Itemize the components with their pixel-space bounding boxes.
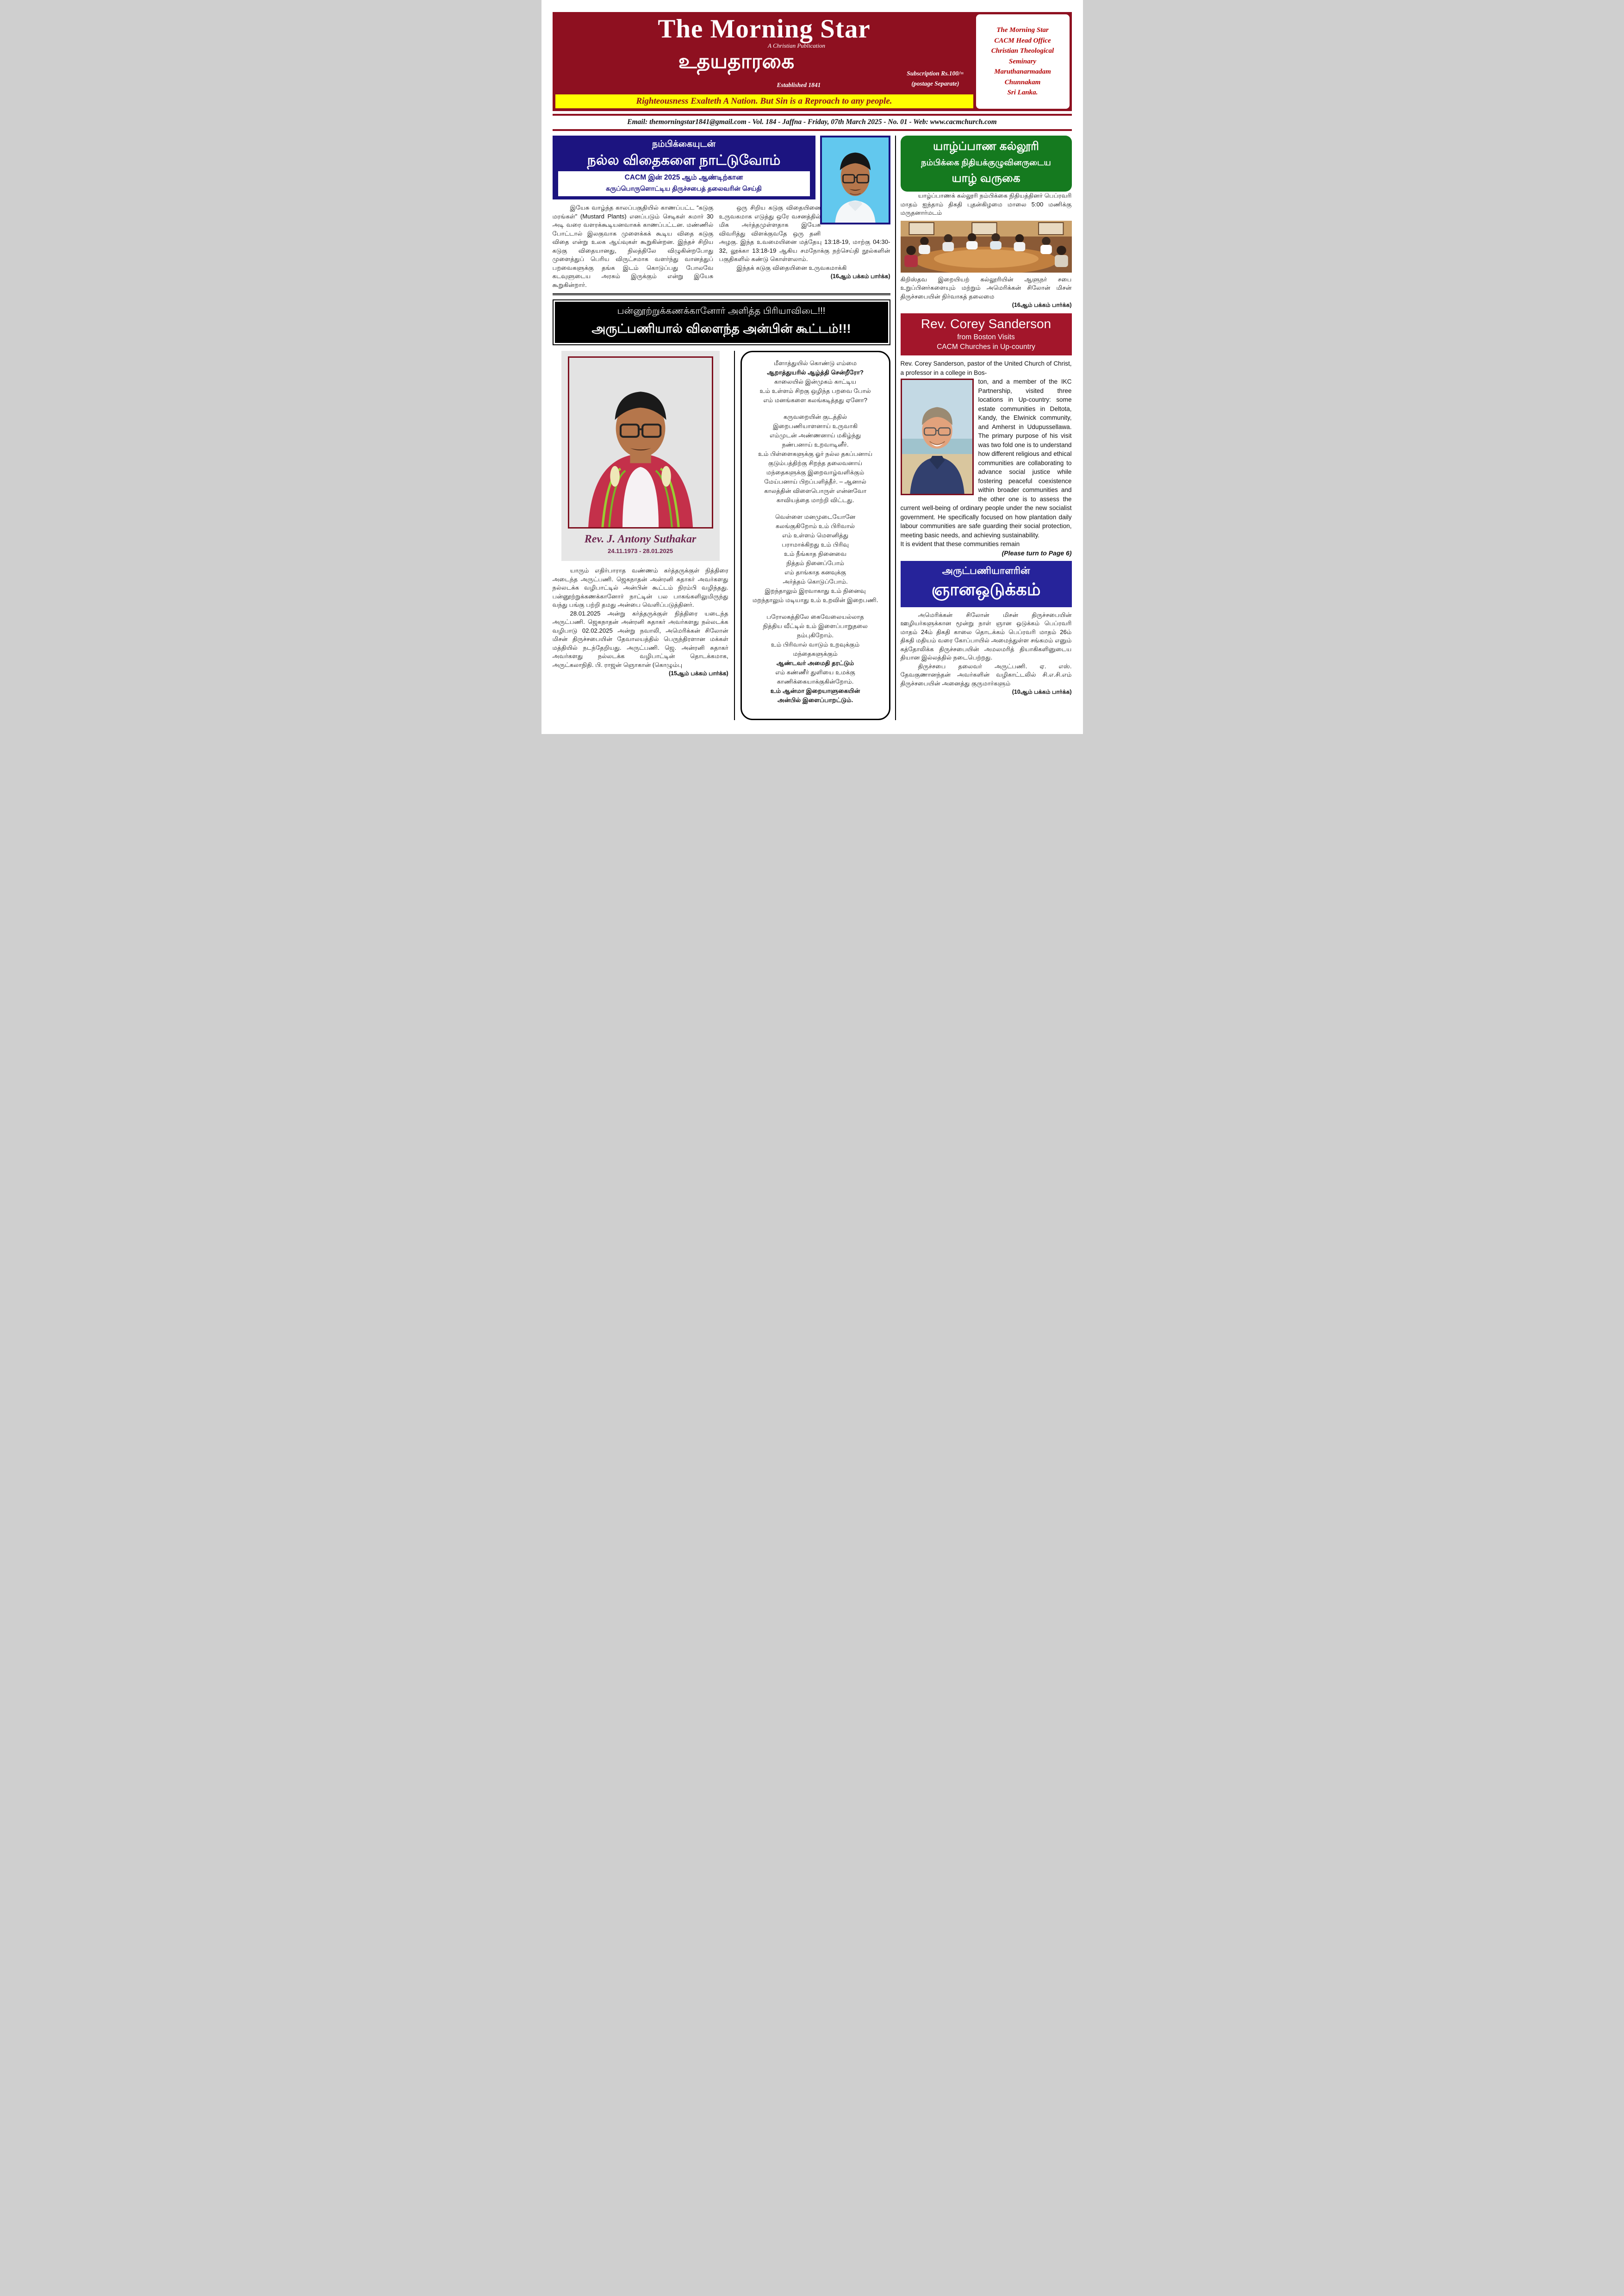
- poem-line: உம் உள்ளம் சிறகு ஒழிந்த பறவை போல்: [759, 387, 871, 394]
- head-office-line: Chunnakam: [1004, 78, 1041, 86]
- lead-deck-line1: CACM இன் 2025 ஆம் ஆண்டிற்கான: [624, 174, 743, 181]
- chairman-portrait-photo: [820, 136, 890, 224]
- retreat-headline-line1: அருட்பணியாளரின்: [942, 565, 1030, 576]
- lead-column-1: [553, 204, 714, 289]
- section-divider-rule: [553, 293, 890, 295]
- poem-line: நித்திய வீட்டில் உம் இளைப்பாறுதலை: [763, 622, 868, 629]
- poem-line: அர்த்தம் கொடுப்போம்.: [783, 578, 848, 585]
- head-office-box: [976, 14, 1070, 109]
- established-label: Established 1841: [777, 81, 821, 88]
- poem-line: மறந்தாலும் மடியாது உம் உறவின் இறைபணி.: [752, 597, 878, 604]
- poem-line: பராமாக்கிறது உம் பிரிவு: [782, 541, 849, 548]
- poem-line: நம்புகிறோம்.: [796, 632, 834, 639]
- priest-caption-name: Rev. J. Antony Suthakar: [584, 533, 697, 545]
- corey-banner-sub1: from Boston Visits: [957, 333, 1015, 342]
- lead-headline: நல்ல விதைகளை நாட்டுவோம்: [587, 153, 781, 168]
- college-continuation-note: (16ஆம் பக்கம் பார்க்க): [1012, 302, 1072, 308]
- poem-line: உம் பிரிவால் வாடும் உறவுக்கும்: [771, 641, 860, 648]
- poem-line: குடும்பத்திற்கு சிறந்த தலைவனாய்: [768, 460, 863, 467]
- college-headline-line3: யாழ் வருகை: [952, 172, 1020, 185]
- obituary-banner-line1: பன்னூற்றுக்கணக்கானோர் அளித்த பிரியாவிடை!!!: [617, 306, 826, 316]
- poem-line: இறைபணியாளனாய் உருவாகி: [773, 423, 858, 429]
- corey-article-body: [901, 359, 1072, 557]
- obituary-banner: [553, 299, 890, 345]
- trust-meeting-photo: [901, 221, 1072, 273]
- lead-paragraph-2: ஒரு சிறிய கடுகு விதையினை உருவகமாக எடுத்து ஒரே வசனத்தில் மிக அர்த்தமுள்ளதாக இயேசு விவரித்து விளக்குவதே ஒரு தனி அழகு. இந்த உவமையினை மத்தேயு 13:18-19, மாற்கு 04:30-32, லூக்கா 13:18-19 ஆகிய சமநோக்கு நற்செய்தி நூல்களின் பகுதிகளில் கண்டு கொள்ளலாம்.: [719, 204, 890, 262]
- poem-line: எம் கண்ணீர் துளியை உமக்கு: [775, 669, 855, 676]
- poem-line: காணிக்கையாக்குகின்றோம்.: [777, 678, 854, 685]
- obituary-right-column: [735, 351, 890, 720]
- corey-banner-sub2: CACM Churches in Up-country: [937, 343, 1035, 351]
- poem-stanza-2: [746, 412, 885, 505]
- obituary-left-column: [553, 351, 735, 720]
- masthead: [553, 12, 1072, 111]
- poem-line: கருவறையின் குடத்தில்: [783, 413, 847, 420]
- obituary-continuation-note: (15ஆம் பக்கம் பார்க்க): [668, 670, 728, 677]
- page-content: [553, 136, 1072, 720]
- left-section: [553, 136, 896, 720]
- lead-continuation-note: (16ஆம் பக்கம் பார்க்க): [830, 273, 890, 280]
- paper-tamil-title: உதயதாரகை: [678, 50, 795, 73]
- poem-line: ஆண்டவர் அமைதி தரட்டும்: [776, 660, 854, 666]
- college-paragraph-2: கிறிஸ்தவ இறையியற் கல்லூரியின் ஆளுநர் சபை உறுப்பினர்களையும் மற்றும் அமெரிக்கன் சிலோன் மிசன் திருச்சபையின் நிர்வாகத் தலைமை: [900, 275, 1072, 300]
- corey-headline-banner: [901, 313, 1072, 355]
- poem-line: கலங்குகிறோம் உம் பிரிவால்: [776, 523, 855, 529]
- poem-line: பரோலகத்திலே கைவேலையல்லாத: [766, 613, 864, 620]
- retreat-continuation-note: (10ஆம் பக்கம் பார்க்க): [1012, 689, 1072, 696]
- college-headline-line1: யாழ்ப்பாண கல்லூரி: [933, 140, 1039, 153]
- corey-paragraph-wrap: [901, 377, 1072, 540]
- lead-headline-box: [553, 136, 815, 199]
- poem-line: வெள்ளை மனமுடையோனே: [775, 513, 856, 520]
- obituary-banner-inner: [555, 302, 888, 343]
- poem-line: எம்முடன் அண்ணனாய் மகிழ்ந்து: [769, 432, 861, 439]
- memorial-poem-box: [740, 351, 890, 720]
- subscription-postage: (postage Separate): [911, 80, 959, 87]
- poem-line: எம் தாங்காத கனவுக்கு: [784, 569, 846, 576]
- obituary-banner-line2: அருட்பணியால் விளைந்த அன்பின் கூட்டம்!!!: [591, 322, 851, 336]
- corey-banner-title: Rev. Corey Sanderson: [921, 317, 1052, 331]
- head-office-line: Maruthanarmadam: [994, 68, 1051, 76]
- retreat-headline-line2: ஞானஒடுக்கம்: [931, 579, 1041, 599]
- obituary-columns: [553, 351, 890, 720]
- head-office-line: CACM Head Office: [994, 37, 1051, 44]
- college-paragraph-1: யாழ்ப்பாணக் கல்லூரி நம்பிக்கை நிதியத்தினர் பெப்ரவரி மாதம் ஐந்தாம் திகதி புதன்கிழமை மாலை 5:00 மணிக்கு மருதனார்மடம்: [900, 192, 1072, 216]
- poem-line: காலத்தின் விளைபொருள் என்னவோ: [764, 487, 867, 494]
- lead-deck-box: [558, 171, 810, 196]
- head-office-line: Seminary: [1008, 57, 1037, 65]
- lead-paragraph-1: இயேசு வாழ்ந்த காலப்பகுதியில் காணப்பட்ட “கடுகு மரங்கள்” (Mustard Plants) எனப்படும் செடிகள் சுமார் 30 அடி வரை வளரக்கூடியனவாகக் காணப்பட்டன. மண்ணில் போட்டால் இலகுவாக முளைக்கக் கூடிய விதை கடுகு விதை என்று உலக ஆய்வுகள் கூறுகின்றன. இந்தச் சிறிய கடுகு விதையானது, நிலத்திலே விழுகின்றபோது முளைத்துப் பெரிய விருட்சமாக வளர்ந்து வானத்துப் பறவைகளுக்கு தங்க இடம் கொடுப்பது போலவே கடவுளுடைய அரசும் இருக்கும் என்று இயேசு கூறுகின்றார்.: [552, 204, 714, 288]
- corey-portrait-photo: [901, 379, 974, 495]
- poem-stanza-1: [746, 359, 885, 405]
- college-headline-box: [901, 136, 1072, 192]
- poem-line: மந்தைகளுக்கும்: [793, 650, 838, 657]
- masthead-main: [553, 12, 976, 111]
- obituary-paragraph-2: 28.01.2025 அன்று கர்த்தருக்குள் நித்திரை யடைந்த அருட்பணி. ஜெகநாதன் அன்ரனி சுதாகர் அவர்களது நல்லடக்க வழிபாடு 02.02.2025 அன்று நவாலி, அமெரிக்கன் சிலோன் மிசன் திருச்சபையின் தேவாலயத்தில் பெருந்திரளான மக்கள் மத்தியில் நடந்தேறியது. அருட்பணி. ஜெ. அன்ரனி சுதாகர் அவர்களது நல்லடக்க வழிபாட்டின் தொடக்கமாக, அருட்கலாநிதி. பி. ராஜன் ஞொகான் (கொழும்பு: [552, 610, 728, 668]
- poem-line: உம் ஆன்மா இறையாளுகையின்: [770, 687, 860, 694]
- corey-paragraph-3: It is evident that these communities remain: [900, 541, 1020, 548]
- head-office-line: Christian Theological: [991, 47, 1054, 55]
- poem-line: ஆறாத்துயரில் ஆழ்த்தி சென்றீரோ?: [767, 369, 864, 376]
- poem-line: உம் பிள்ளைகளுக்கு ஓர் நல்ல தகப்பனாய்: [758, 450, 873, 457]
- poem-line: மந்தைகளுக்கு இறைவாழ்வளிக்கும்: [766, 469, 865, 476]
- poem-stanza-4: [746, 612, 885, 705]
- obituary-paragraph-1: யாரும் எதிர்பாராத வண்ணம் கர்த்தருக்குள் நித்திரை அடைந்த அருட்பணி. ஜெகநாதன் அன்ரனி சுதாகர் அவர்களது நல்லடக்க வழிபாட்டில் அன்பின் கூட்டம் நிரம்பி வழிந்தது. பன்னூற்றுக்கணக்கானோர் நாட்டின் பல பாகங்களிலுமிருந்து வந்து பங்கு பற்றி தமது அன்பை வெளிப்படுத்தினர்.: [552, 567, 728, 608]
- poem-line: இறந்தாலும் இரவாகாது உம் நினைவு: [765, 587, 866, 594]
- poem-line: நண்பனாய் உறவாடினீர்.: [782, 441, 849, 448]
- poem-line: உம் நீங்காத நினைவை: [784, 550, 847, 557]
- right-column: [896, 136, 1072, 720]
- poem-line: எம் உள்ளம் மௌனித்து: [782, 532, 849, 539]
- corey-continuation-note: (Please turn to Page 6): [1002, 549, 1072, 557]
- priest-photo-card: [561, 351, 720, 561]
- poem-stanza-3: [746, 512, 885, 605]
- head-office-line: Sri Lanka.: [1007, 89, 1038, 97]
- motto-banner: Righteousness Exalteth A Nation. But Sin is a Reproach to any people.: [555, 94, 973, 108]
- subscription-price: Subscription Rs.100/=: [907, 70, 964, 77]
- newspaper-front-page: [541, 0, 1083, 734]
- lead-paragraph-3: இந்தக் கடுகு விதையினை உருவகமாக்கி: [736, 264, 847, 271]
- issue-info-line: Email: themorningstar1841@gmail.com - Vol. 184 - Jaffna - Friday, 07th March 2025 - No. 01 - Web: www.cacmchurch.com: [553, 114, 1072, 131]
- paper-subtitle: A Christian Publication: [768, 42, 825, 49]
- poem-line: மீளாத்துயில் கொண்டு எம்மை: [773, 360, 857, 367]
- retreat-paragraph-2: திருச்சபை தலைவர் அருட்பணி. ஏ. எஸ். தேவகுணானந்தன் அவர்களின் வழிகாட்டலில் சி.எ.சி.எம் திருச்சபையின் அனைத்து குருமார்களும்: [900, 662, 1072, 687]
- retreat-paragraph-1: அமெரிக்கன் சிலோன் மிசன் திருச்சபையின் ஊழியர்களுக்கான மூன்று நாள் ஞான ஒடுக்கம் பெப்ரவரி மாதம் 24ம் திகதி காலை தொடக்கம் பெப்ரவரி மாதம் 26ம் திகதி மதியம் வரை கோப்பாயில் அமைந்துள்ள சங்கமம் எனும் கத்தோலிக்க திருச்சபையின் அமலமரித் தியாகிகளினுடைய தியான இல்லத்தில் நடைபெற்றது.: [900, 611, 1072, 661]
- lead-article: [553, 136, 890, 289]
- poem-line: காவியத்தை மாற்றி விட்டது.: [776, 497, 854, 504]
- poem-line: காலையில் இன்முகம் காட்டிய: [774, 378, 857, 385]
- priest-portrait-photo: [568, 356, 713, 529]
- corey-paragraph-2: ton, and a member of the IKC Partnership, visited three locations in Up-country: some estate communities in Deltota, Kandy, the Elwinick community, and Amherst in Udupussellawa. The primary purpose of his visit was two fold one is to understand how different religious and ethical communities are collaborating to advance social justice while fostering peaceful coexistence within broader communities and the other one is to assess the current well-being of ordinary people under the new socialist government. He specifically focused on how plantation daily labour communities are safe guarding their social protection, meeting basic needs, and achieving sustainability.: [900, 378, 1072, 539]
- poem-line: எம் மனங்களை கலங்கடித்தது ஏனோ?: [763, 397, 867, 404]
- retreat-headline-box: [901, 561, 1072, 607]
- poem-line: அன்பில் இளைப்பாறட்டும்.: [777, 697, 853, 703]
- priest-caption-dates: 24.11.1973 - 28.01.2025: [608, 548, 673, 554]
- paper-title: The Morning Star: [658, 14, 871, 44]
- lead-deck-line2: கருப்பொருளொட்டிய திருச்சபைத் தலைவரின் செய்தி: [606, 185, 762, 192]
- lead-kicker: நம்பிக்கையுடன்: [652, 139, 716, 149]
- college-headline-line2: நம்பிக்கை நிதியக்குழுவினருடைய: [921, 158, 1051, 167]
- subscription-info: [907, 68, 964, 88]
- corey-paragraph-1: Rev. Corey Sanderson, pastor of the United Church of Christ, a professor in a college in Bos-: [900, 360, 1072, 376]
- head-office-line: The Morning Star: [996, 26, 1049, 34]
- poem-line: மேய்பனாய் பிறப்பளித்தீர். – ஆனால்: [764, 478, 866, 485]
- poem-line: நித்தம் நினைப்போம்: [786, 560, 845, 566]
